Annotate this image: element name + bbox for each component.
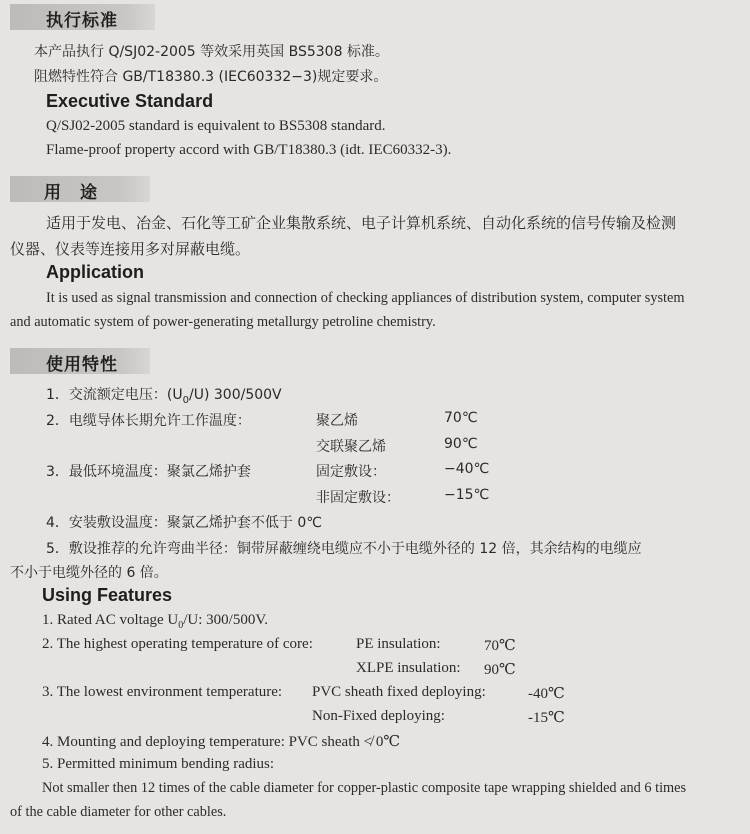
section-heading-zh-application: 用 途 [44, 183, 98, 203]
section-heading-zh-standard: 执行标准 [46, 11, 118, 31]
features-en-item-2-label: 2. The highest operating temperature of core: [42, 636, 313, 652]
section-heading-zh-features: 使用特性 [46, 355, 118, 375]
features-en-item-3-label: 3. The lowest environment temperature: [42, 684, 283, 700]
features-en-item-2-pe-value: 70℃ [484, 638, 516, 654]
section-bar-standard [10, 4, 155, 30]
features-en-item-3-nonfixed-name: Non-Fixed deploying: [312, 708, 445, 724]
features-en-item-3-nonfixed-value: -15℃ [528, 710, 565, 726]
features-zh-item-4: 4．安装敷设温度：聚氯乙烯护套不低于 0℃ [46, 515, 322, 531]
section-heading-en-features: Using Features [42, 585, 173, 605]
features-zh-item-2-xlpe-value: 90℃ [444, 436, 478, 452]
features-en-item-3-fixed-value: -40℃ [528, 686, 565, 702]
features-en-item-5-line-2: of the cable diameter for other cables. [10, 804, 227, 820]
features-zh-item-3-fixed-value: −40℃ [444, 461, 490, 477]
features-en-item-2-xlpe-value: 90℃ [484, 662, 516, 678]
features-zh-item-1: 1．交流额定电压：$(U_0/U)$ 300/500V [46, 387, 282, 406]
standard-en-line-1: Q/SJ02-2005 standard is equivalent to BS5308 standard. [46, 118, 386, 134]
standard-en-line-2: Flame-proof property accord with GB/T18380.3 (idt. IEC60332-3). [46, 142, 452, 158]
features-zh-item-2-xlpe-name: 交联聚乙烯 [316, 439, 386, 455]
features-en-item-5-title: 5. Permitted minimum bending radius: [42, 756, 275, 772]
standard-zh-line-2: 阻燃特性符合 GB/T18380.3 (IEC60332−3)规定要求。 [34, 69, 388, 85]
features-en-item-2-xlpe-name: XLPE insulation: [356, 660, 461, 676]
features-zh-item-2-label: 2．电缆导体长期允许工作温度： [46, 413, 251, 429]
section-bar-features [10, 348, 150, 374]
features-zh-item-2-pe-value: 70℃ [444, 410, 478, 426]
features-zh-item-2-pe-name: 聚乙烯 [316, 413, 358, 429]
features-zh-item-3-fixed-name: 固定敷设： [316, 464, 386, 480]
features-en-item-2-pe-name: PE insulation: [356, 636, 441, 652]
features-zh-item-5-line-1: 5．敷设推荐的允许弯曲半径：铜带屏蔽缠绕电缆应不小于电缆外径的 12 倍，其余结构的电缆应 [46, 541, 642, 557]
section-heading-en-application: Application [46, 262, 144, 282]
standard-zh-line-1: 本产品执行 Q/SJ02-2005 等效采用英国 BS5308 标准。 [34, 44, 389, 60]
features-en-item-5-line-1: Not smaller then 12 times of the cable diameter for copper-plastic composite tape wrapping shielded and 6 times [42, 780, 687, 796]
features-en-item-4: 4. Mounting and deploying temperature: PVC sheath ≮ 0℃ [42, 734, 401, 750]
application-en-line-2: and automatic system of power-generating metallurgy petroline chemistry. [10, 314, 436, 330]
features-zh-item-3-label: 3．最低环境温度：聚氯乙烯护套 [46, 464, 251, 480]
features-en-item-1: 1. Rated AC voltage $U_0/U$: 300/500V. [42, 612, 268, 631]
features-zh-item-3-nonfixed-name: 非固定敷设： [316, 490, 400, 506]
section-bar-application [10, 176, 150, 202]
application-zh-line-1: 适用于发电、冶金、石化等工矿企业集散系统、电子计算机系统、自动化系统的信号传输及检测 [46, 214, 677, 232]
features-en-item-3-fixed-name: PVC sheath fixed deploying: [312, 684, 486, 700]
section-heading-en-standard: Executive Standard [46, 91, 214, 111]
features-zh-item-3-nonfixed-value: −15℃ [444, 487, 490, 503]
application-en-line-1: It is used as signal transmission and connection of checking appliances of distribution system, computer system [46, 290, 685, 306]
application-zh-line-2: 仪器、仪表等连接用多对屏蔽电缆。 [10, 240, 251, 258]
features-zh-item-5-line-2: 不小于电缆外径的 6 倍。 [10, 565, 168, 581]
